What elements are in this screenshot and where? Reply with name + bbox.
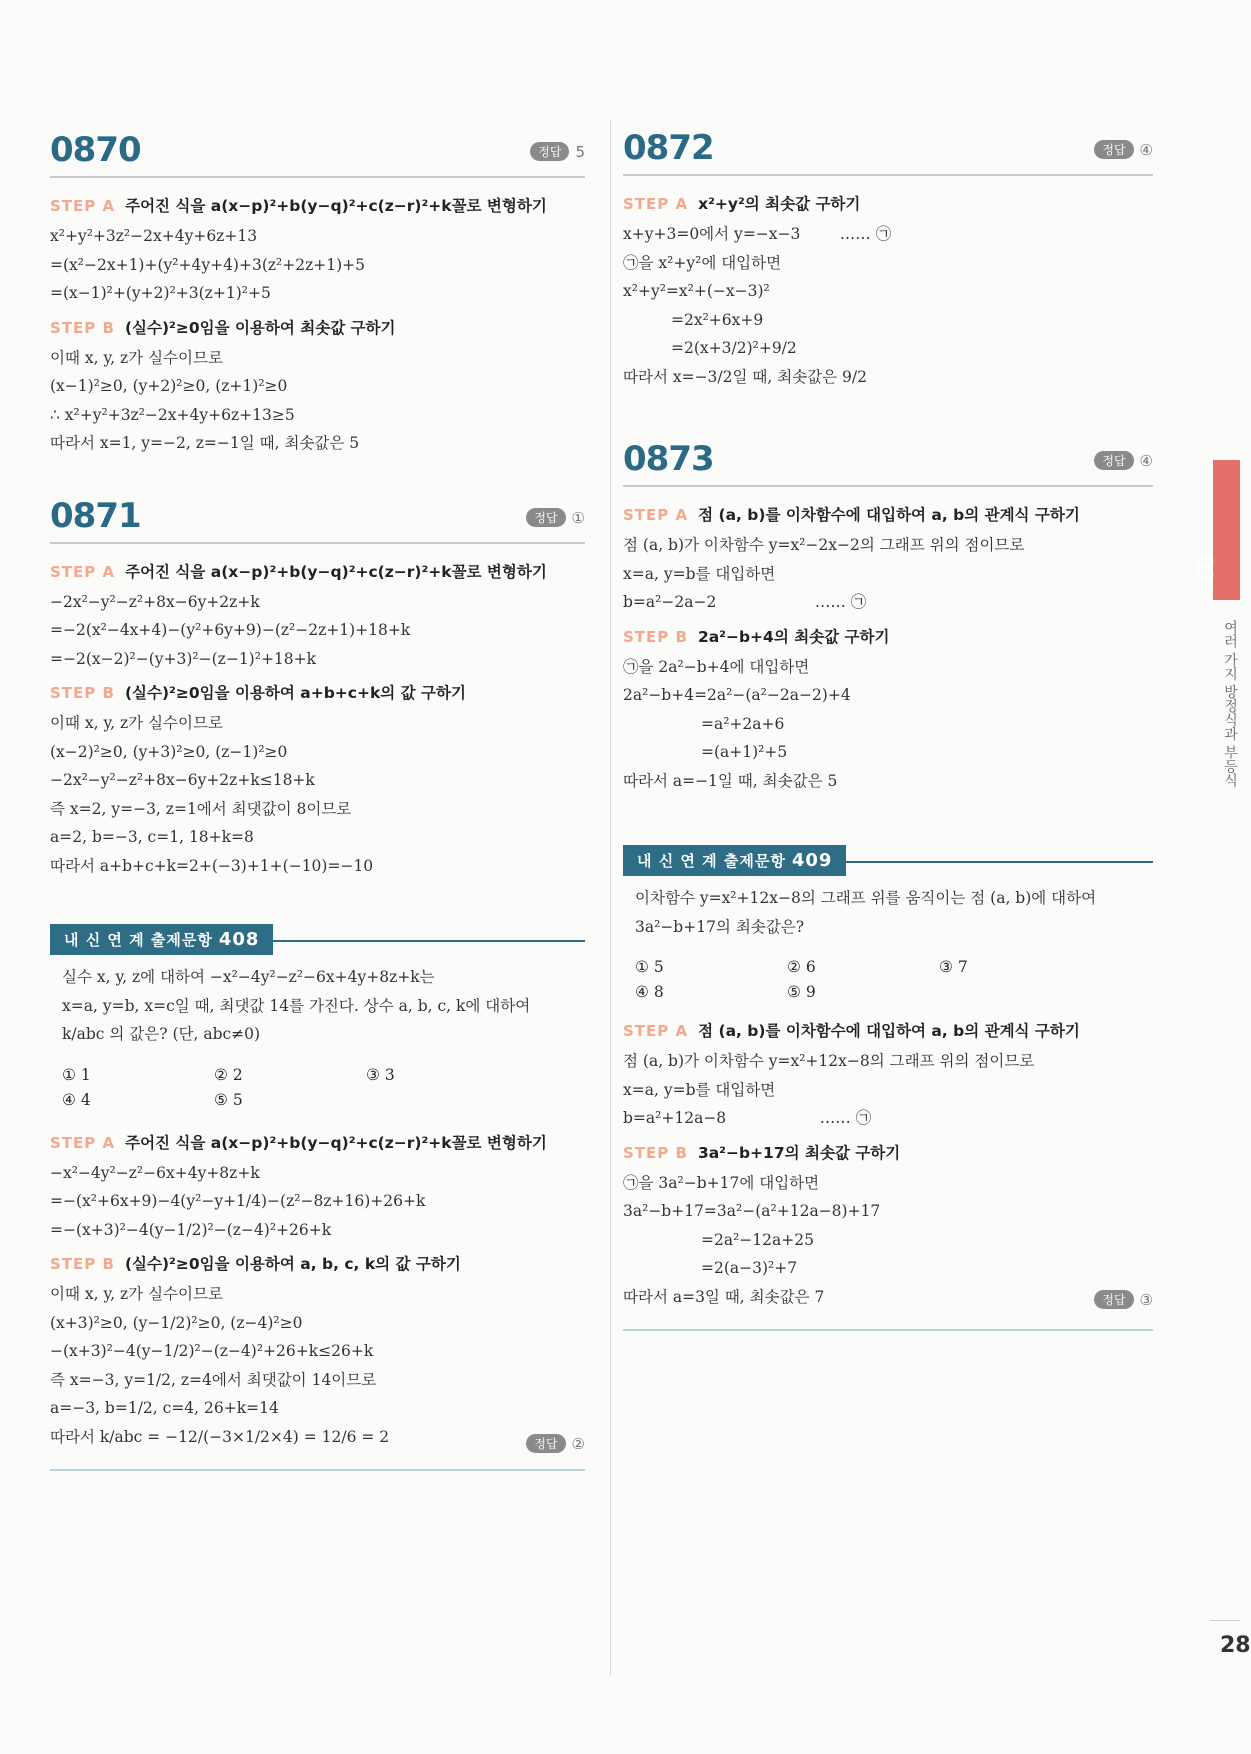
answer <box>530 142 585 161</box>
step-tag: STEP B <box>50 684 115 702</box>
step-tag: STEP A <box>50 562 116 581</box>
step-tag: STEP A <box>50 1133 116 1152</box>
step-text: (실수)²≥0임을 이용하여 최솟값 구하기 <box>124 318 396 337</box>
divider <box>50 542 585 544</box>
solution-line: (x−2)²≥0, (y+3)²≥0, (z−1)²≥0 <box>50 742 288 761</box>
choice-option[interactable]: ② 2 <box>214 1065 243 1084</box>
step-text: 2a²−b+4의 최솟값 구하기 <box>697 627 890 646</box>
solution-line: =−2(x−2)²−(y+3)²−(z−1)²+18+k <box>50 649 317 668</box>
solution <box>50 1131 585 1452</box>
solution-line: (x+3)²≥0, (y−1/2)²≥0, (z−4)²≥0 <box>50 1313 303 1332</box>
solution-line: ∴ x²+y²+3z²−2x+4y+6z+13≥5 <box>50 405 295 424</box>
solution-line: x+y+3=0에서 y=−x−3 …… ㉠ <box>623 225 892 243</box>
solution <box>50 194 585 458</box>
right-column <box>623 128 1153 1331</box>
step-text: 주어진 식을 a(x−p)²+b(y−q)²+c(z−r)²+k꼴로 변형하기 <box>125 197 547 215</box>
solution-line: −(x+3)²−4(y−1/2)²−(z−4)²+26+k≤26+k <box>50 1342 374 1360</box>
choice-option[interactable]: ④ 4 <box>62 1090 91 1109</box>
solution-line: 점 (a, b)가 이차함수 y=x²+12x−8의 그래프 위의 점이므로 <box>623 1052 1035 1070</box>
solution-line: x=a, y=b를 대입하면 <box>623 1080 776 1099</box>
solution-line: 즉 x=2, y=−3, z=1에서 최댓값이 8이므로 <box>50 799 352 818</box>
step-tag: STEP A <box>623 506 689 524</box>
solution-line: =−(x+3)²−4(y−1/2)²−(z−4)²+26+k <box>50 1220 332 1239</box>
column-divider <box>610 120 611 1675</box>
solution-line: ㉠을 x²+y²에 대입하면 <box>623 253 782 272</box>
choice-option[interactable]: ② 6 <box>787 958 816 976</box>
answer-badge: 정답 <box>1094 451 1133 470</box>
solution-line: 따라서 a=3일 때, 최솟값은 7 <box>623 1287 825 1306</box>
solution-line: (x−1)²≥0, (y+2)²≥0, (z+1)²≥0 <box>50 377 288 395</box>
divider <box>623 485 1153 487</box>
solution <box>50 560 585 881</box>
solution-line: 이때 x, y, z가 실수이므로 <box>50 348 223 367</box>
page-number: 28 <box>1220 1633 1251 1658</box>
question-line: 이차함수 y=x²+12x−8의 그래프 위를 움직이는 점 (a, b)에 대하여 <box>635 889 1097 907</box>
step-heading <box>623 1141 1153 1163</box>
solution-line: x²+y²+3z²−2x+4y+6z+13 <box>50 227 258 245</box>
solution-line: 이때 x, y, z가 실수이므로 <box>50 714 223 732</box>
answer <box>1094 451 1153 470</box>
step-heading <box>623 625 1153 647</box>
step-tag: STEP B <box>623 1143 688 1162</box>
solution-line: 따라서 k/abc = −12/(−3×1/2×4) = 12/6 = 2 <box>50 1427 390 1446</box>
solution-line: =(a+1)²+5 <box>701 743 788 761</box>
solution-line: 이때 x, y, z가 실수이므로 <box>50 1285 223 1303</box>
highlight-label: 내 신 연 계 출제문항 <box>637 852 786 870</box>
solution-line: ㉠을 3a²−b+17에 대입하면 <box>623 1173 820 1192</box>
question-line: 실수 x, y, z에 대하여 −x²−4y²−z²−6x+4y+8z+k는 <box>62 968 435 986</box>
choice-option[interactable]: ① 5 <box>635 958 664 976</box>
solution-line: −2x²−y²−z²+8x−6y+2z+k≤18+k <box>50 771 315 789</box>
highlight-title <box>50 924 273 955</box>
step-heading <box>623 503 1153 525</box>
answer <box>526 1434 585 1453</box>
solution-line: =2(x+3/2)²+9/2 <box>671 339 797 357</box>
step-heading <box>50 316 585 338</box>
answer-value: ④ <box>1139 141 1153 159</box>
answer-badge: 정답 <box>526 1434 565 1453</box>
solution-line: −2x²−y²−z²+8x−6y+2z+k <box>50 592 260 611</box>
solution <box>623 503 1153 795</box>
solution-line: 따라서 a=−1일 때, 최솟값은 5 <box>623 771 838 790</box>
solution-line: 따라서 x=−3/2일 때, 최솟값은 9/2 <box>623 367 867 386</box>
solution-line: b=a²+12a−8 …… ㉠ <box>623 1109 872 1127</box>
step-tag: STEP B <box>50 1255 115 1273</box>
solution-line: b=a²−2a−2 …… ㉠ <box>623 593 867 611</box>
solution-line: ㉠을 2a²−b+4에 대입하면 <box>623 657 810 676</box>
solution-line: =−(x²+6x+9)−4(y²−y+1/4)−(z²−8z+16)+26+k <box>50 1192 426 1210</box>
exam-problem-408 <box>50 924 585 1451</box>
chapter-number: 03 <box>1193 555 1217 583</box>
step-text: 점 (a, b)를 이차함수에 대입하여 a, b의 관계식 구하기 <box>698 1022 1080 1040</box>
answer-badge: 정답 <box>530 142 569 161</box>
step-text: (실수)²≥0임을 이용하여 a, b, c, k의 값 구하기 <box>124 1255 461 1273</box>
answer-value: ③ <box>1139 1291 1153 1309</box>
answer-badge: 정답 <box>526 508 565 527</box>
step-text: 주어진 식을 a(x−p)²+b(y−q)²+c(z−r)²+k꼴로 변형하기 <box>125 562 547 581</box>
solution-line: x=a, y=b를 대입하면 <box>623 564 776 583</box>
step-text: 주어진 식을 a(x−p)²+b(y−q)²+c(z−r)²+k꼴로 변형하기 <box>125 1133 547 1152</box>
question-line: 3a²−b+17의 최솟값은? <box>635 917 805 936</box>
solution-line: 따라서 x=1, y=−2, z=−1일 때, 최솟값은 5 <box>50 434 360 452</box>
choice-option[interactable]: ③ 3 <box>366 1065 395 1084</box>
step-tag: STEP A <box>623 1022 689 1040</box>
choice-option[interactable]: ④ 8 <box>635 983 664 1001</box>
step-tag: STEP B <box>50 318 115 337</box>
problem-0870 <box>50 130 585 458</box>
step-tag: STEP A <box>623 195 689 213</box>
step-heading <box>50 560 585 582</box>
problem-0871 <box>50 496 585 881</box>
step-text: (실수)²≥0임을 이용하여 a+b+c+k의 값 구하기 <box>124 684 466 702</box>
solution-line: =2a²−12a+25 <box>701 1230 814 1249</box>
divider <box>50 176 585 178</box>
step-heading <box>623 192 1153 214</box>
problem-number: 0871 <box>50 495 141 536</box>
solution-line: =−2(x²−4x+4)−(y²+6y+9)−(z²−2z+1)+18+k <box>50 621 411 639</box>
answer-badge: 정답 <box>1094 140 1133 159</box>
solution-line: =a²+2a+6 <box>701 714 785 733</box>
answer <box>1094 140 1153 159</box>
chapter-tab <box>1193 460 1240 600</box>
step-text: 점 (a, b)를 이차함수에 대입하여 a, b의 관계식 구하기 <box>698 506 1080 524</box>
page-edge-rule <box>1210 1620 1240 1621</box>
step-text: 3a²−b+17의 최솟값 구하기 <box>697 1143 901 1162</box>
answer <box>1094 1290 1153 1309</box>
problem-number: 0870 <box>50 130 141 170</box>
step-heading <box>50 681 585 703</box>
chapter-title: 여러 가지 방정식과 부등식 <box>1222 620 1238 788</box>
solution-line: 2a²−b+4=2a²−(a²−2a−2)+4 <box>623 686 851 704</box>
highlight-number: 408 <box>218 929 260 950</box>
choices <box>50 1063 585 1113</box>
bottom-rule <box>623 1329 1153 1331</box>
answer <box>526 508 585 527</box>
question <box>50 955 585 1053</box>
solution <box>623 192 1153 391</box>
choice-option[interactable]: ① 1 <box>62 1065 91 1084</box>
question-line: x=a, y=b, x=c일 때, 최댓값 14를 가진다. 상수 a, b, c, k에 대하여 <box>62 996 531 1015</box>
solution-line: =2(a−3)²+7 <box>701 1259 798 1277</box>
solution-line: =2x²+6x+9 <box>671 310 764 329</box>
highlight-title <box>623 845 846 876</box>
step-tag: STEP A <box>50 197 116 215</box>
left-column <box>50 130 585 1471</box>
problem-0873 <box>623 439 1153 795</box>
choice-option[interactable]: ⑤ 9 <box>787 983 816 1001</box>
choice-option[interactable]: ③ 7 <box>939 958 968 976</box>
answer-value: ④ <box>1139 452 1153 470</box>
solution-line: =(x−1)²+(y+2)²+3(z+1)²+5 <box>50 284 271 302</box>
question-line: k/abc 의 값은? (단, abc≠0) <box>62 1025 261 1043</box>
solution-line: 따라서 a+b+c+k=2+(−3)+1+(−10)=−10 <box>50 856 374 875</box>
bottom-rule <box>50 1469 585 1471</box>
highlight-label: 내 신 연 계 출제문항 <box>64 931 213 949</box>
exam-problem-409 <box>623 845 1153 1311</box>
solution-line: x²+y²=x²+(−x−3)² <box>623 282 770 300</box>
solution-line: =(x²−2x+1)+(y²+4y+4)+3(z²+2z+1)+5 <box>50 255 366 274</box>
solution <box>623 1019 1153 1311</box>
step-heading <box>50 194 585 216</box>
highlight-number: 409 <box>791 850 833 871</box>
step-heading <box>623 1019 1153 1041</box>
solution-line: 즉 x=−3, y=1/2, z=4에서 최댓값이 14이므로 <box>50 1370 377 1389</box>
answer-value: 5 <box>575 143 585 161</box>
answer-badge: 정답 <box>1094 1290 1133 1309</box>
solution-line: a=2, b=−3, c=1, 18+k=8 <box>50 828 254 846</box>
step-heading <box>50 1131 585 1153</box>
answer-value: ② <box>571 1435 585 1453</box>
step-tag: STEP B <box>623 627 688 646</box>
problem-0872 <box>623 128 1153 391</box>
answer-value: ① <box>571 508 585 527</box>
question <box>623 876 1153 945</box>
problem-number: 0872 <box>623 128 714 168</box>
solution-line: 점 (a, b)가 이차함수 y=x²−2x−2의 그래프 위의 점이므로 <box>623 536 1025 554</box>
problem-number: 0873 <box>623 439 714 479</box>
solution-line: −x²−4y²−z²−6x+4y+8z+k <box>50 1163 260 1182</box>
solution-line: 3a²−b+17=3a²−(a²+12a−8)+17 <box>623 1202 881 1220</box>
choice-option[interactable]: ⑤ 5 <box>214 1090 243 1109</box>
solution-line: a=−3, b=1/2, c=4, 26+k=14 <box>50 1399 279 1417</box>
step-text: x²+y²의 최솟값 구하기 <box>698 195 861 213</box>
step-heading <box>50 1252 585 1274</box>
choices <box>623 955 1153 1005</box>
divider <box>623 174 1153 176</box>
